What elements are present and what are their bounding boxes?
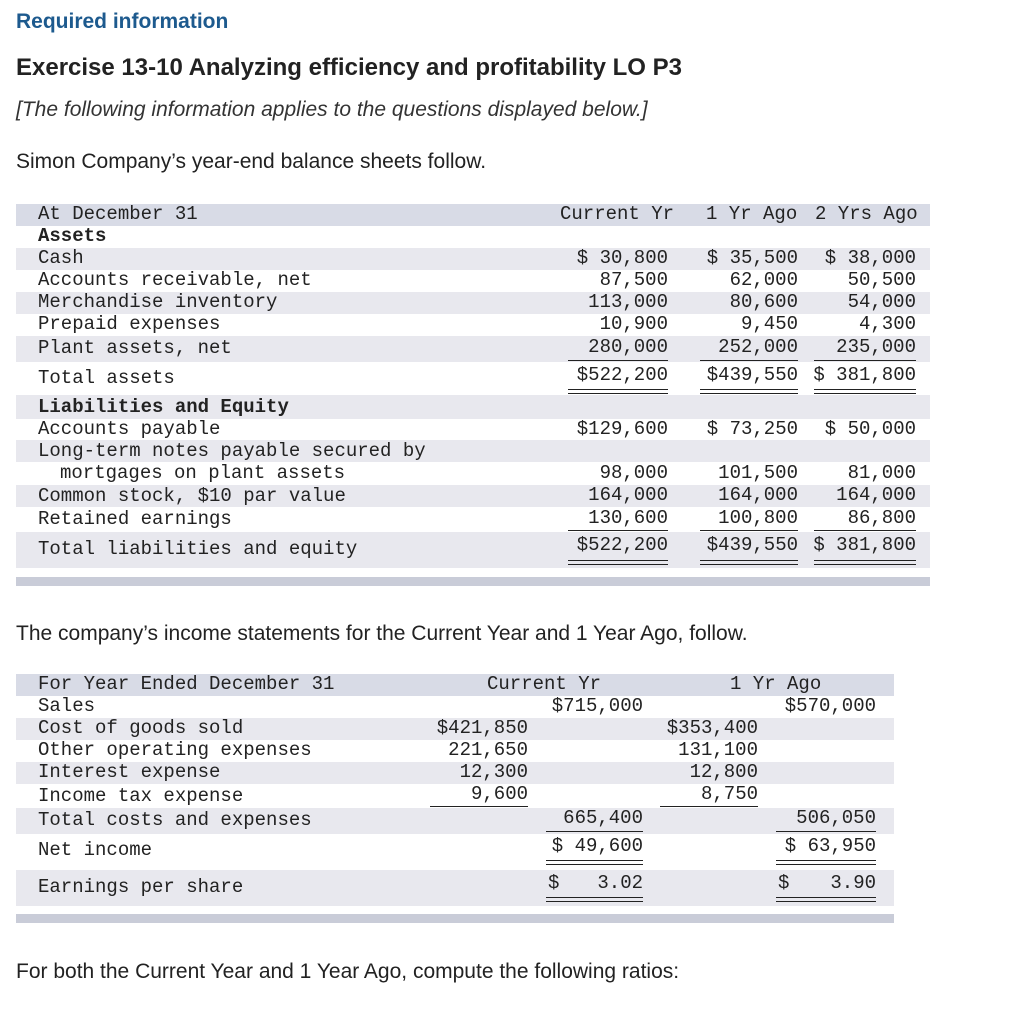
- common-current: 164,000: [588, 484, 668, 506]
- sales-1yr: $570,000: [784, 695, 876, 717]
- underline: [660, 806, 758, 807]
- double-underline: [700, 389, 798, 394]
- eps-current-sign: $: [548, 872, 560, 894]
- eps-current: 3.02: [597, 872, 643, 894]
- balance-sheet-intro: Simon Company’s year-end balance sheets follow.: [16, 150, 487, 173]
- row-label-plant: Plant assets, net: [38, 337, 232, 359]
- info-note: [The following information applies to the questions displayed below.]: [16, 98, 648, 121]
- sales-current: $715,000: [551, 695, 643, 717]
- income-statement-intro: The company’s income statements for the Current Year and 1 Year Ago, follow.: [16, 622, 748, 645]
- retained-2yr: 86,800: [847, 507, 916, 529]
- common-2yr: 164,000: [836, 484, 916, 506]
- row-label-interest: Interest expense: [38, 761, 221, 783]
- double-underline: [546, 897, 643, 902]
- total-assets-2yr: $ 381,800: [813, 364, 916, 386]
- double-underline: [776, 897, 876, 902]
- total-costs-1yr: 506,050: [796, 807, 876, 829]
- assets-heading: Assets: [38, 225, 107, 247]
- double-underline: [776, 860, 876, 865]
- ltnotes-2yr: 81,000: [847, 462, 916, 484]
- double-underline: [568, 389, 668, 394]
- row-label-sales: Sales: [38, 695, 96, 717]
- double-underline: [814, 389, 916, 394]
- opex-1yr: 131,100: [678, 739, 758, 761]
- row-label-total-le: Total liabilities and equity: [38, 538, 358, 560]
- net-income-current: $ 49,600: [551, 835, 643, 857]
- underline: [568, 360, 668, 361]
- required-information-title: Required information: [16, 10, 229, 33]
- row-label-common: Common stock, $10 par value: [38, 485, 346, 507]
- underline: [700, 360, 798, 361]
- cogs-1yr: $353,400: [666, 717, 758, 739]
- row-label-ap: Accounts payable: [38, 418, 221, 440]
- row-label-ltnotes-cont: mortgages on plant assets: [60, 462, 346, 484]
- plant-1yr: 252,000: [718, 336, 798, 358]
- inventory-1yr: 80,600: [729, 291, 798, 313]
- tax-current: 9,600: [470, 783, 528, 805]
- bs-col-1yr: 1 Yr Ago: [706, 203, 798, 225]
- row-label-ltnotes: Long-term notes payable secured by: [38, 440, 426, 462]
- ar-2yr: 50,500: [847, 269, 916, 291]
- total-assets-1yr: $439,550: [706, 364, 798, 386]
- ltnotes-1yr: 101,500: [718, 462, 798, 484]
- total-costs-current: 665,400: [563, 807, 643, 829]
- cash-1yr: $ 35,500: [706, 247, 798, 269]
- inventory-2yr: 54,000: [847, 291, 916, 313]
- prepaid-2yr: 4,300: [858, 313, 916, 335]
- net-income-1yr: $ 63,950: [784, 835, 876, 857]
- underline: [546, 831, 643, 832]
- interest-1yr: 12,800: [689, 761, 758, 783]
- liabilities-heading: Liabilities and Equity: [38, 396, 289, 418]
- is-col-1yr: 1 Yr Ago: [730, 673, 822, 695]
- eps-1yr-sign: $: [778, 872, 790, 894]
- is-col-current: Current Yr: [487, 673, 602, 695]
- underline: [700, 530, 798, 531]
- cogs-current: $421,850: [436, 717, 528, 739]
- plant-2yr: 235,000: [836, 336, 916, 358]
- is-bottom-bar: [16, 914, 894, 923]
- retained-current: 130,600: [588, 507, 668, 529]
- row-label-opex: Other operating expenses: [38, 739, 312, 761]
- row-label-retained: Retained earnings: [38, 508, 232, 530]
- row-label-cogs: Cost of goods sold: [38, 717, 244, 739]
- total-assets-current: $522,200: [576, 364, 668, 386]
- row-label-inventory: Merchandise inventory: [38, 291, 278, 313]
- ap-current: $129,600: [576, 418, 668, 440]
- prepaid-current: 10,900: [599, 313, 668, 335]
- total-le-1yr: $439,550: [706, 534, 798, 556]
- total-le-current: $522,200: [576, 534, 668, 556]
- ratios-instruction: For both the Current Year and 1 Year Ago, compute the following ratios:: [16, 960, 680, 983]
- row-label-prepaid: Prepaid expenses: [38, 313, 221, 335]
- row-label-total-assets: Total assets: [38, 367, 175, 389]
- row-label-eps: Earnings per share: [38, 876, 244, 898]
- bs-bottom-bar: [16, 577, 930, 586]
- bs-col-current: Current Yr: [560, 203, 675, 225]
- row-label-tax: Income tax expense: [38, 785, 244, 807]
- common-1yr: 164,000: [718, 484, 798, 506]
- cash-2yr: $ 38,000: [824, 247, 916, 269]
- eps-1yr: 3.90: [830, 872, 876, 894]
- prepaid-1yr: 9,450: [740, 313, 798, 335]
- opex-current: 221,650: [448, 739, 528, 761]
- plant-current: 280,000: [588, 336, 668, 358]
- ltnotes-current: 98,000: [599, 462, 668, 484]
- ar-1yr: 62,000: [729, 269, 798, 291]
- double-underline: [568, 560, 668, 565]
- underline: [568, 530, 668, 531]
- ap-1yr: $ 73,250: [706, 418, 798, 440]
- row-label-net-income: Net income: [38, 839, 153, 861]
- underline: [430, 806, 528, 807]
- double-underline: [700, 560, 798, 565]
- double-underline: [814, 560, 916, 565]
- tax-1yr: 8,750: [700, 783, 758, 805]
- underline: [776, 831, 876, 832]
- total-le-2yr: $ 381,800: [813, 534, 916, 556]
- underline: [814, 530, 916, 531]
- underline: [814, 360, 916, 361]
- ar-current: 87,500: [599, 269, 668, 291]
- inventory-current: 113,000: [588, 291, 668, 313]
- row-label-cash: Cash: [38, 247, 84, 269]
- row-label-total-costs: Total costs and expenses: [38, 809, 312, 831]
- is-col-label: For Year Ended December 31: [38, 673, 335, 695]
- cash-current: $ 30,800: [576, 247, 668, 269]
- retained-1yr: 100,800: [718, 507, 798, 529]
- bs-col-2yr: 2 Yrs Ago: [815, 203, 918, 225]
- row-label-ar: Accounts receivable, net: [38, 269, 312, 291]
- ap-2yr: $ 50,000: [824, 418, 916, 440]
- bs-col-label: At December 31: [38, 203, 198, 225]
- double-underline: [546, 860, 643, 865]
- interest-current: 12,300: [459, 761, 528, 783]
- exercise-title: Exercise 13-10 Analyzing efficiency and profitability LO P3: [16, 54, 682, 81]
